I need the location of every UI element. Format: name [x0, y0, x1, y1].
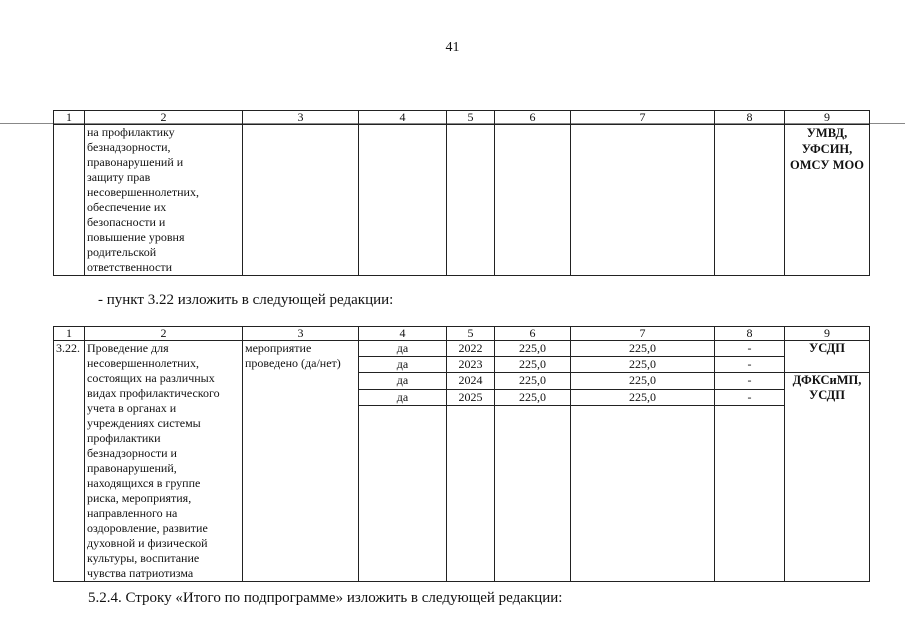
table-row: [54, 125, 870, 276]
text-line: профилактики: [87, 431, 161, 445]
text-line: на профилактику: [87, 125, 175, 139]
column-number: 4: [359, 327, 447, 341]
description-cell: [85, 125, 243, 276]
year-cell: 2022: [447, 341, 495, 357]
column-number: 9: [785, 111, 870, 125]
amount-cell: 225,0: [495, 373, 571, 390]
empty-cell: [447, 125, 495, 276]
empty-cell: [359, 125, 447, 276]
text-line: УСДП: [809, 388, 845, 402]
amount-cell: 225,0: [495, 357, 571, 373]
description-cell: [85, 341, 243, 582]
column-number: 5: [447, 327, 495, 341]
text-line: направленного на: [87, 506, 178, 520]
text-line: видах профилактического: [87, 386, 220, 400]
amount-cell: 225,0: [571, 390, 715, 406]
table-row: [54, 341, 870, 357]
column-number: 7: [571, 327, 715, 341]
text-line: мероприятие: [245, 341, 312, 355]
amount-cell: 225,0: [571, 357, 715, 373]
executors-cell: [785, 125, 870, 276]
column-number: 1: [54, 327, 85, 341]
text-line: правонарушений и: [87, 155, 184, 169]
empty-cell: [571, 406, 715, 582]
text-line: учета в органах и: [87, 401, 177, 415]
year-cell: 2025: [447, 390, 495, 406]
row-number-cell: [54, 125, 85, 276]
text-line: ответственности: [87, 260, 173, 274]
text-line: учреждениях системы: [87, 416, 201, 430]
column-number: 5: [447, 111, 495, 125]
empty-cell: [715, 406, 785, 582]
column-number: 1: [54, 111, 85, 125]
text-line: безнадзорности,: [87, 140, 171, 154]
empty-cell: [495, 406, 571, 582]
item-3-22-table: [53, 326, 870, 582]
empty-cell: [359, 406, 447, 582]
column-number-row: [54, 111, 870, 125]
column-number: 3: [243, 111, 359, 125]
paragraph: 5.2.4. Строку «Итого по подпрограмме» изложить в следующей редакции:: [88, 590, 563, 606]
indicator-cell: [243, 341, 359, 582]
column-number: 6: [495, 327, 571, 341]
indicator-value: да: [359, 390, 447, 406]
indicator-value: да: [359, 341, 447, 357]
column-number: 2: [85, 327, 243, 341]
column-number: 3: [243, 327, 359, 341]
text-line: безнадзорности и: [87, 446, 177, 460]
executors-cell: [785, 373, 870, 582]
empty-cell: [715, 125, 785, 276]
dash-cell: -: [715, 373, 785, 390]
text-line: защиту прав: [87, 170, 151, 184]
text-line: УФСИН,: [801, 142, 853, 156]
text-line: риска, мероприятия,: [87, 491, 192, 505]
text-line: ДФКСиМП,: [792, 373, 862, 387]
dash-cell: -: [715, 390, 785, 406]
year-cell: 2024: [447, 373, 495, 390]
text-line: ОМСУ МОО: [790, 158, 864, 172]
amount-cell: 225,0: [495, 341, 571, 357]
text-line: несовершеннолетних,: [87, 356, 199, 370]
text-line: находящихся в группе: [87, 476, 201, 490]
amount-cell: 225,0: [495, 390, 571, 406]
column-number: 8: [715, 111, 785, 125]
dash-cell: -: [715, 357, 785, 373]
text-line: проведено (да/нет): [245, 356, 341, 370]
executors-cell: УСДП: [785, 341, 870, 373]
text-line: несовершеннолетних,: [87, 185, 199, 199]
text-line: правонарушений,: [87, 461, 177, 475]
text-line: духовной и физической: [87, 536, 208, 550]
page-number: 41: [445, 40, 460, 55]
empty-cell: [495, 125, 571, 276]
column-number-row: [54, 327, 870, 341]
paragraph: - пункт 3.22 изложить в следующей редакции:: [98, 292, 394, 308]
text-line: оздоровление, развитие: [87, 521, 208, 535]
indicator-value: да: [359, 357, 447, 373]
text-line: культуры, воспитание: [87, 551, 200, 565]
column-number: 9: [785, 327, 870, 341]
amount-cell: 225,0: [571, 341, 715, 357]
text-line: обеспечение их: [87, 200, 167, 214]
column-number: 4: [359, 111, 447, 125]
text-line: УМВД,: [806, 126, 848, 140]
dash-cell: -: [715, 341, 785, 357]
year-cell: 2023: [447, 357, 495, 373]
text-line: безопасности и: [87, 215, 166, 229]
empty-cell: [447, 406, 495, 582]
empty-cell: [571, 125, 715, 276]
indicator-value: да: [359, 373, 447, 390]
text-line: повышение уровня: [87, 230, 185, 244]
row-number-cell: 3.22.: [54, 341, 85, 582]
text-line: родительской: [87, 245, 157, 259]
amount-cell: 225,0: [571, 373, 715, 390]
column-number: 2: [85, 111, 243, 125]
column-number: 8: [715, 327, 785, 341]
text-line: Проведение для: [87, 341, 169, 355]
empty-cell: [243, 125, 359, 276]
continuation-table: [53, 110, 870, 276]
text-line: чувства патриотизма: [87, 566, 194, 580]
column-number: 7: [571, 111, 715, 125]
column-number: 6: [495, 111, 571, 125]
text-line: состоящих на различных: [87, 371, 215, 385]
